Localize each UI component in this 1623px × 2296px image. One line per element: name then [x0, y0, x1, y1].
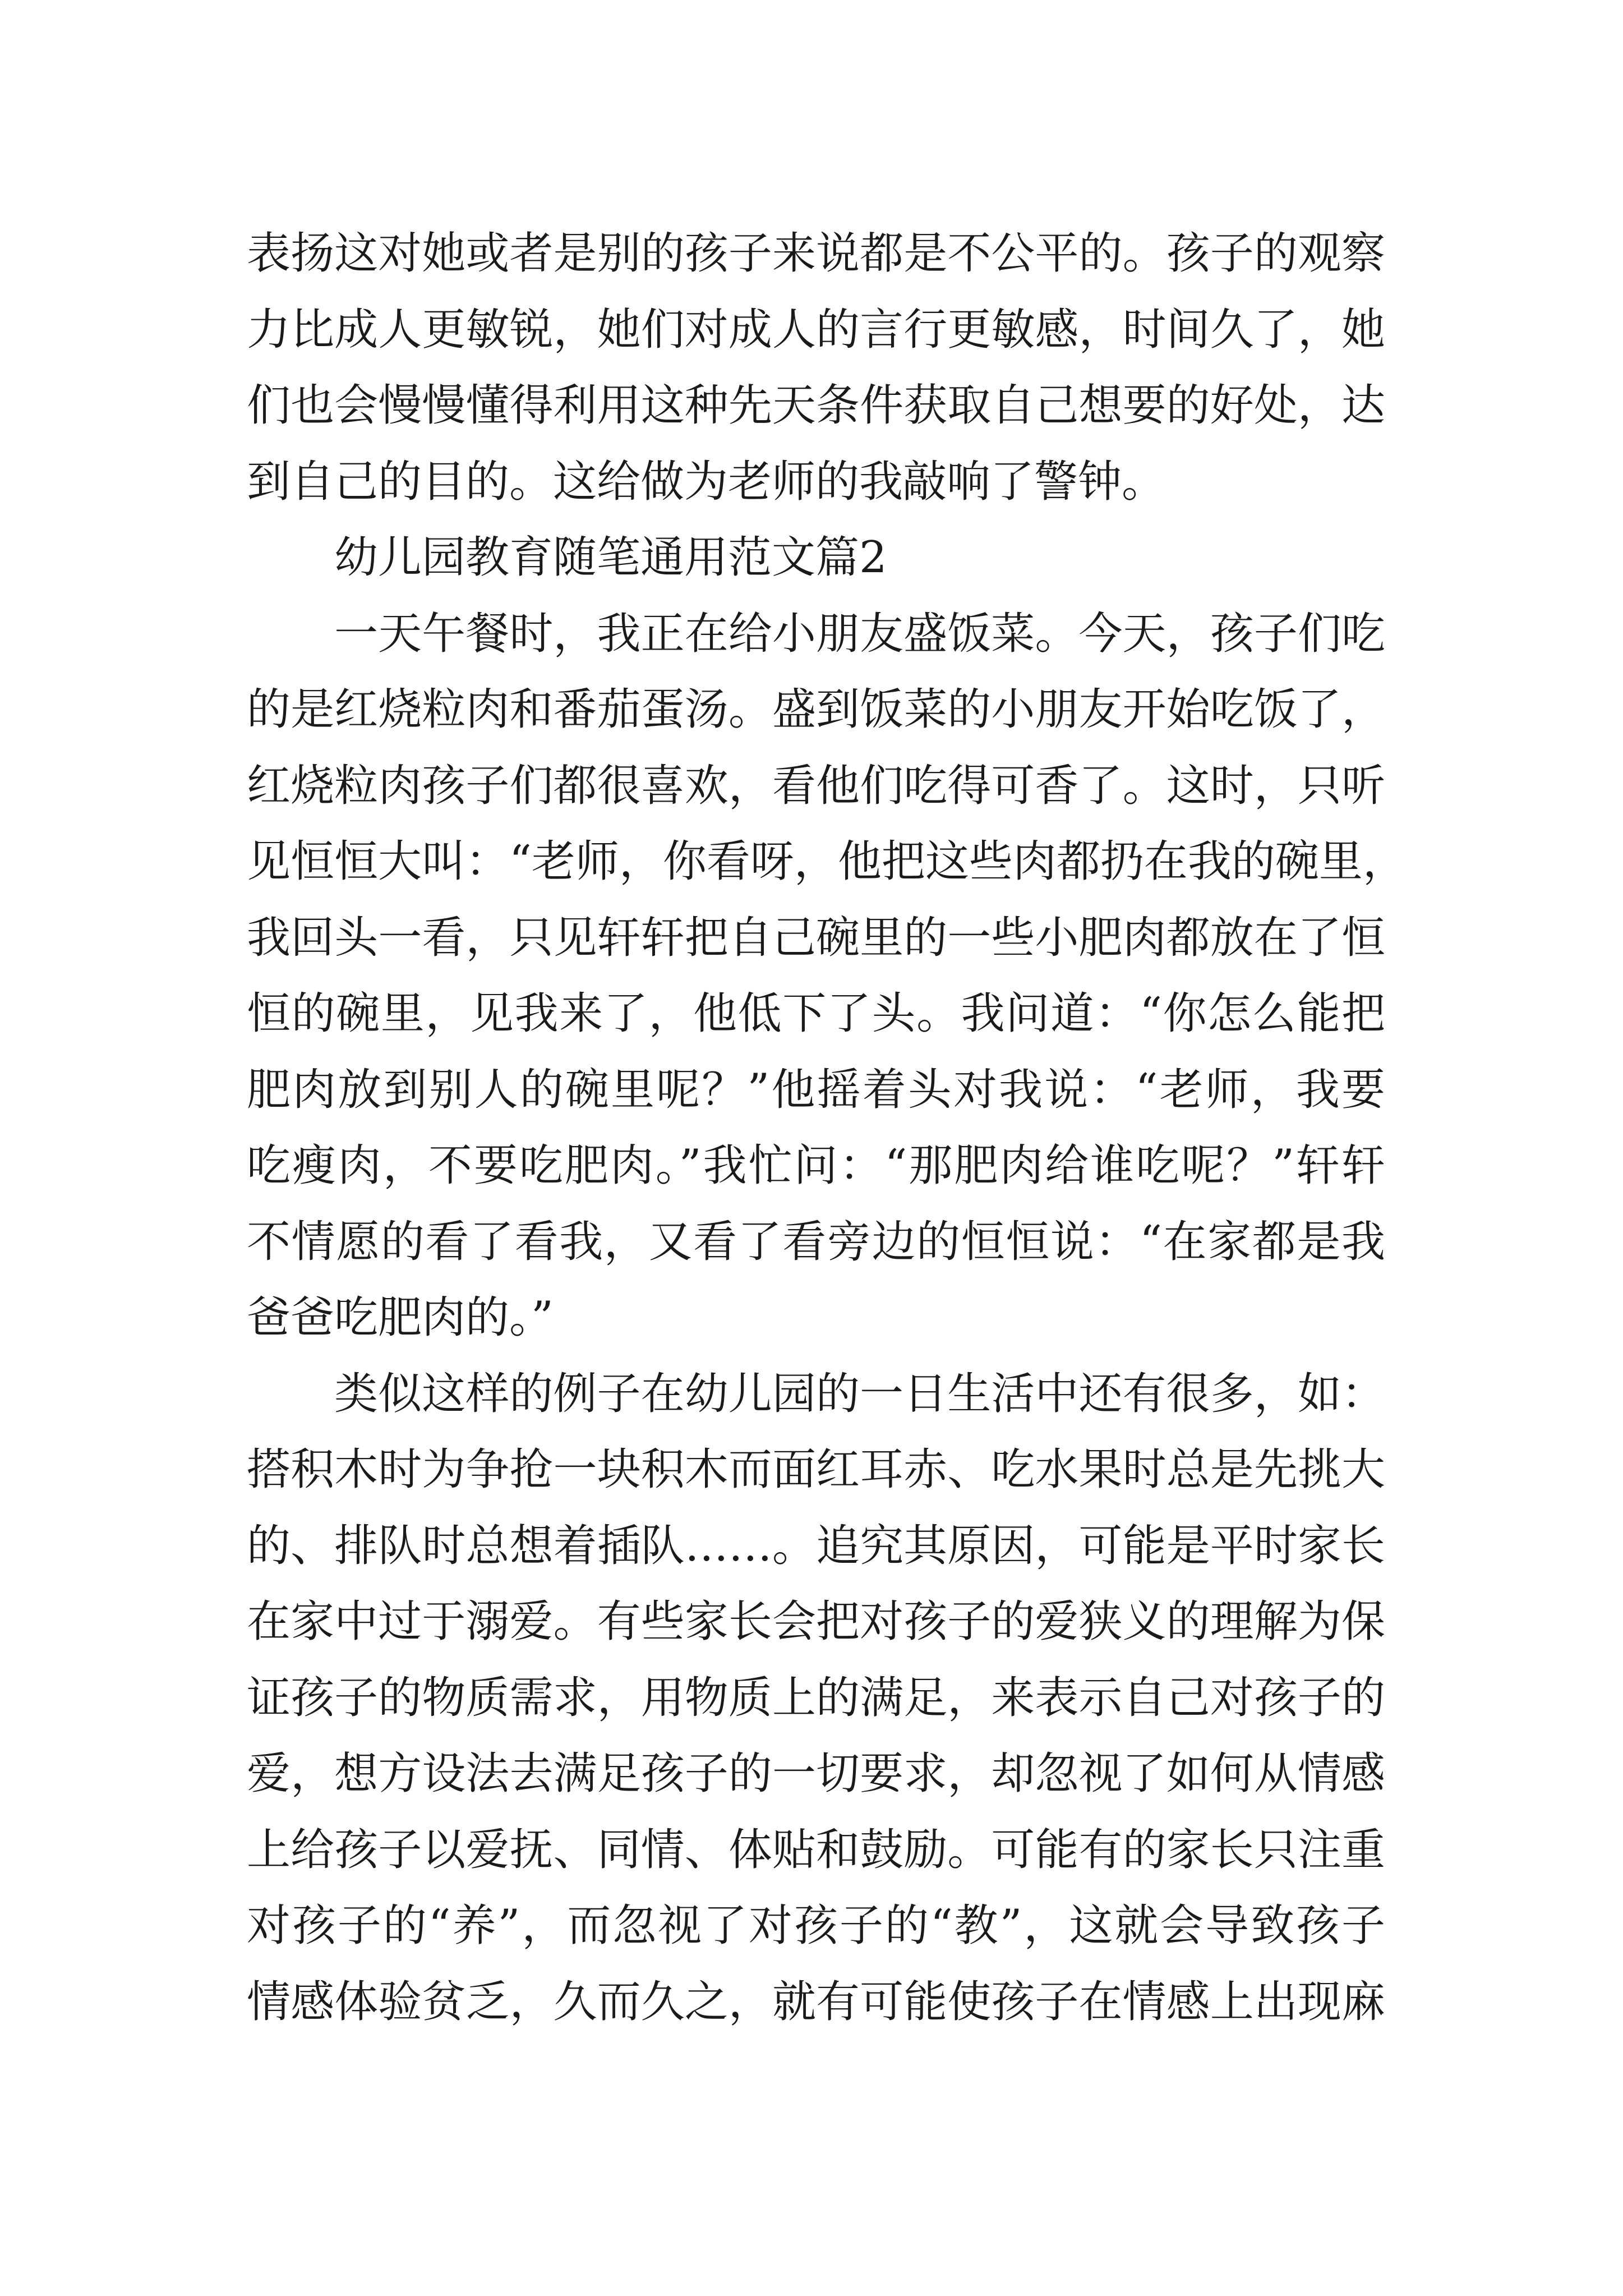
text-line: 的是红烧粒肉和番茄蛋汤。盛到饭菜的小朋友开始吃饭了，	[247, 684, 1385, 735]
text-line: 对孩子的“养”，而忽视了对孩子的“教”，这就会导致孩子	[247, 1901, 1385, 1951]
text-line: 上给孩子以爱抚、同情、体贴和鼓励。可能有的家长只注重	[247, 1824, 1385, 1875]
text-line: 到自己的目的。这给做为老师的我敲响了警钟。	[247, 456, 1166, 507]
text-line: 的、排队时总想着插队……。追究其原因，可能是平时家长	[247, 1520, 1385, 1571]
section-heading: 幼儿园教育随笔通用范文篇2	[334, 532, 887, 583]
text-line: 在家中过于溺爱。有些家长会把对孩子的爱狭义的理解为保	[247, 1596, 1385, 1647]
text-line: 见恒恒大叫：“老师，你看呀，他把这些肉都扔在我的碗里，	[247, 836, 1407, 887]
text-line: 们也会慢慢懂得利用这种先天条件获取自己想要的好处，达	[247, 380, 1385, 431]
text-line: 恒的碗里，见我来了，他低下了头。我问道：“你怎么能把	[247, 988, 1385, 1039]
text-line: 我回头一看，只见轩轩把自己碗里的一些小肥肉都放在了恒	[247, 912, 1385, 963]
text-line: 证孩子的物质需求，用物质上的满足，来表示自己对孩子的	[247, 1672, 1385, 1723]
text-line: 爱，想方设法去满足孩子的一切要求，却忽视了如何从情感	[247, 1749, 1385, 1799]
text-line: 表扬这对她或者是别的孩子来说都是不公平的。孩子的观察	[247, 228, 1385, 279]
text-line: 力比成人更敏锐，她们对成人的言行更敏感，时间久了，她	[247, 304, 1385, 355]
text-line: 情感体验贫乏，久而久之，就有可能使孩子在情感上出现麻	[247, 1976, 1385, 2027]
text-line: 爸爸吃肥肉的。”	[247, 1292, 554, 1343]
body-text	[247, 216, 1407, 2040]
text-line: 一天午餐时，我正在给小朋友盛饭菜。今天，孩子们吃	[334, 608, 1385, 659]
text-line: 吃瘦肉，不要吃肥肉。”我忙问：“那肥肉给谁吃呢？”轩轩	[247, 1140, 1385, 1191]
text-line: 红烧粒肉孩子们都很喜欢，看他们吃得可香了。这时，只听	[247, 760, 1385, 811]
text-line: 肥肉放到别人的碗里呢？”他摇着头对我说：“老师，我要	[247, 1064, 1385, 1115]
text-line: 类似这样的例子在幼儿园的一日生活中还有很多，如：	[334, 1368, 1385, 1419]
text-line: 搭积木时为争抢一块积木而面红耳赤、吃水果时总是先挑大	[247, 1444, 1385, 1495]
text-line: 不情愿的看了看我，又看了看旁边的恒恒说：“在家都是我	[247, 1216, 1385, 1267]
